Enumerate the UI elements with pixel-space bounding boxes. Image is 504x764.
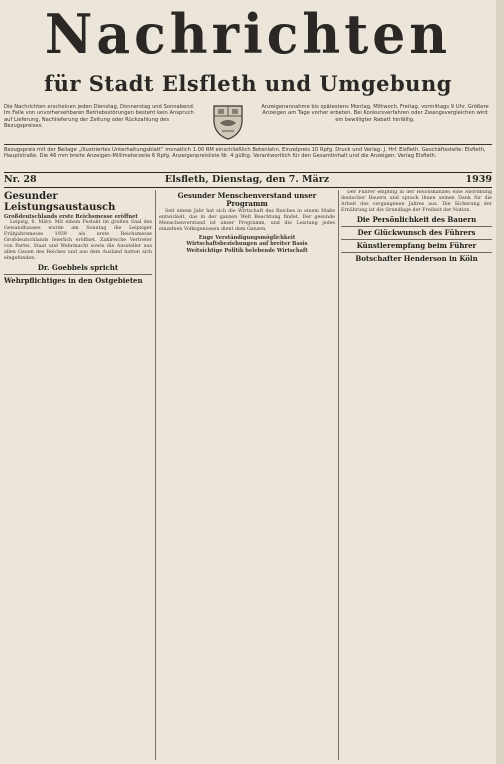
masthead xyxy=(0,0,496,110)
info-right: Anzeigenannahme bis spätestens Montag, Mittwoch, Freitag, vormittags 9 Uhr. Größere Anzeigen am Tage vorher erbeten. Bei Konkursverfahren oder Zwangsvergleichen wird ein bewilligter Rabatt hinfällig. xyxy=(261,104,489,123)
article-body xyxy=(4,220,152,262)
divider xyxy=(341,252,492,253)
column-left xyxy=(4,190,152,760)
article-headline: Botschafter Henderson in Köln xyxy=(355,254,478,263)
issue-bar xyxy=(4,172,492,188)
divider xyxy=(4,274,152,275)
article-paragraph: Leipzig, 6. März. Mit einem Festakt im großen Saal des Gewandhauses wurde am Sonntag die Leipziger Frühjahrsmesse 1939 als erste Reichsmesse Großdeutschlands feierlich eröffnet. Zahlreiche Vertreter von Partei, Staat und Wehrmacht sowie die Aussteller aus allen Gauen des Reiches und aus dem Ausland hatten sich eingefunden. xyxy=(4,220,152,262)
coat-of-arms-icon xyxy=(210,103,246,141)
subscription-notice: Bezugspreis mit der Beilage „Illustriertes Unterhaltungsblatt“ monatlich 1.00 RM einschließlich Botenlohn. Einzelpreis 10 Rpfg. Druck und Verlag: J. Hrf. Elsfleth. Geschäftsstelle: Elsfleth, Hauptstraße. Die 46 mm breite Anzeigen-Millimeterzeile 6 Rpfg. Anzeigenpreisliste Nr. 4 gültig. Verantwortlich für den Gesamtinhalt und die Anzeigen: Verlag Elsfleth. xyxy=(4,144,492,159)
article-headline: Die Persönlichkeit des Bauern xyxy=(356,215,477,224)
page-edge xyxy=(496,0,504,764)
article-subheadline: Großdeutschlands erste Reichsmesse eröffnet xyxy=(4,214,138,220)
info-bar xyxy=(0,100,496,140)
info-left: Die Nachrichten erscheinen jeden Dienstag, Donnerstag und Sonnabend. Im Falle von unvorhersehbaren Betriebsstörungen besteht kein Anspruch auf Lieferung, Nachlieferung der Zeitung oder Rückzahlung des Bezugspreises. xyxy=(4,104,195,130)
column-right xyxy=(341,190,492,760)
column-middle xyxy=(159,190,335,760)
article-headline: Dr. Goebbels spricht xyxy=(37,263,119,273)
masthead-title: Nachrichten xyxy=(44,2,452,67)
column-divider xyxy=(155,190,156,760)
issue-year: 1939 xyxy=(465,174,492,185)
article-subheadline: Weitsichtige Politik belebende Wirtschaft xyxy=(186,247,308,254)
article-subheadline: Enge Verständigungsmöglichkeit xyxy=(198,235,296,241)
issue-number: Nr. 28 xyxy=(4,174,37,185)
article-columns xyxy=(4,190,492,760)
article-paragraph: Seit einem Jahr hat sich die Wirtschaft des Reiches in einem Maße entwickelt, das in der ganzen Welt Beachtung findet. Der gesunde Menschenverstand ist unser Programm, und die Leistung jedes einzelnen Volksgenossen dient dem Ganzen. xyxy=(159,209,335,232)
article-headline: Der Glückwunsch des Führers xyxy=(357,228,476,237)
article-headline: Gesunder Menschenverstand unser Programm xyxy=(177,191,317,208)
divider xyxy=(341,226,492,227)
masthead-subtitle: für Stadt Elsfleth und Umgebung xyxy=(44,71,452,96)
article-body xyxy=(341,190,492,214)
article-subheadline: Wirtschaftsbeziehungen auf breiter Basis xyxy=(186,241,308,248)
article-headline: Gesunder Leistungsaustausch xyxy=(4,191,116,213)
divider xyxy=(341,239,492,240)
column-divider xyxy=(338,190,339,760)
article-headline: Wehrpflichtiges in den Ostgebieten xyxy=(4,276,143,286)
article-headline: Künstlerempfang beim Führer xyxy=(356,241,477,250)
issue-date: Elsfleth, Dienstag, den 7. März xyxy=(164,174,330,185)
article-body xyxy=(159,209,335,233)
article-paragraph: Der Führer empfing in der Reichskanzlei eine Abordnung deutscher Bauern und sprach ihnen seinen Dank für die Arbeit des vergangenen Jahres aus. Die Sicherung der Ernährung ist die Grundlage der Freiheit der Nation. xyxy=(341,190,492,213)
